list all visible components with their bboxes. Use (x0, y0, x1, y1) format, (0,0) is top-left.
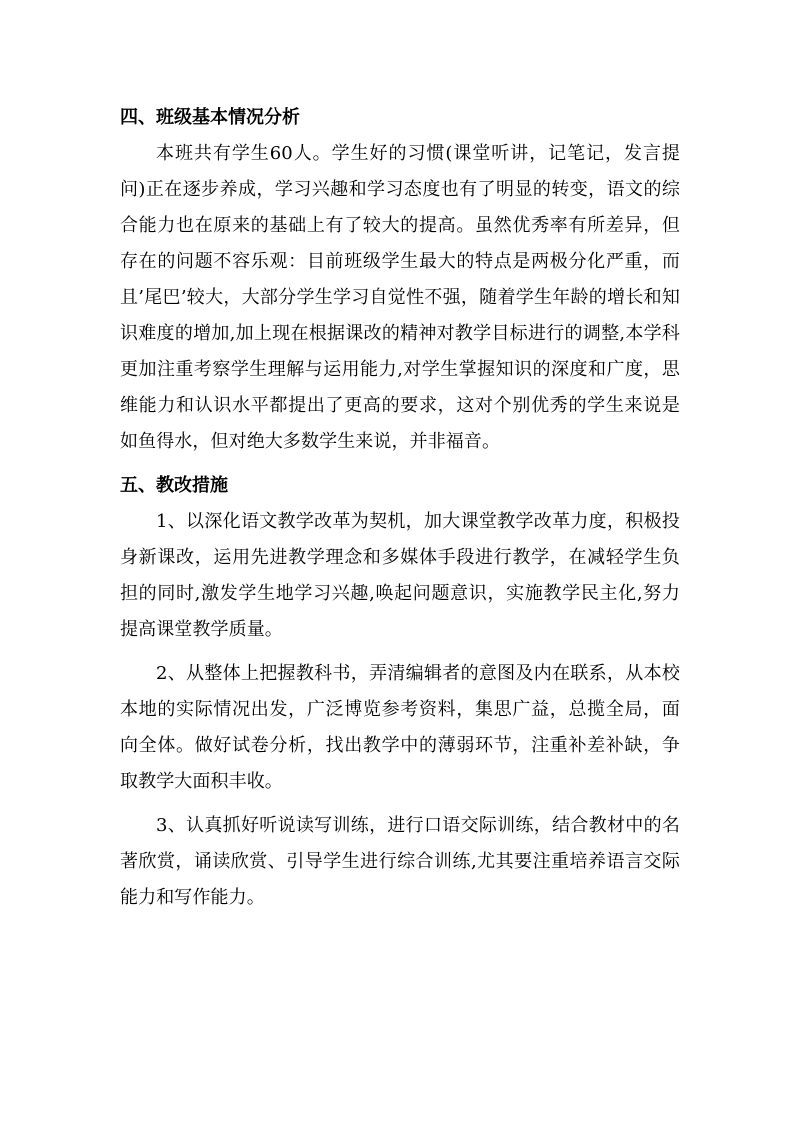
section-5-heading: 五、教改措施 (120, 475, 228, 496)
section-5-item-1: 1、以深化语文教学改革为契机，加大课堂教学改革力度，积极投身新课改，运用先进教学理念和多媒体手段进行教学，在减轻学生负担的同时,激发学生地学习兴趣,唤起问题意识，实施教学民主化,努力提高课堂教学质量。 (120, 511, 680, 640)
section-4-heading: 四、班级基本情况分析 (120, 107, 300, 128)
section-5-item-3: 3、认真抓好听说读写训练，进行口语交际训练，结合教材中的名著欣赏，诵读欣赏、引导学生进行综合训练,尤其要注重培养语言交际能力和写作能力。 (120, 815, 680, 908)
section-5-item-2: 2、从整体上把握教科书，弄清编辑者的意图及内在联系，从本校本地的实际情况出发，广泛博览参考资料，集思广益，总揽全局，面向全体。做好试卷分析，找出教学中的薄弱环节，注重补差补缺，争取教学大面积丰收。 (120, 663, 680, 792)
document-body (120, 100, 680, 916)
section-4-paragraph: 本班共有学生60人。学生好的习惯(课堂听讲，记笔记，发言提问)正在逐步养成，学习兴趣和学习态度也有了明显的转变，语文的综合能力也在原来的基础上有了较大的提高。虽然优秀率有所差异，但存在的问题不容乐观：目前班级学生最大的特点是两极分化严重，而且’尾巴’较大，大部分学生学习自觉性不强，随着学生年龄的增长和知识难度的增加,加上现在根据课改的精神对教学目标进行的调整,本学科更加注重考察学生理解与运用能力,对学生掌握知识的深度和广度，思维能力和认识水平都提出了更高的要求，这对个别优秀的学生来说是如鱼得水，但对绝大多数学生来说，并非福音。 (120, 143, 680, 452)
